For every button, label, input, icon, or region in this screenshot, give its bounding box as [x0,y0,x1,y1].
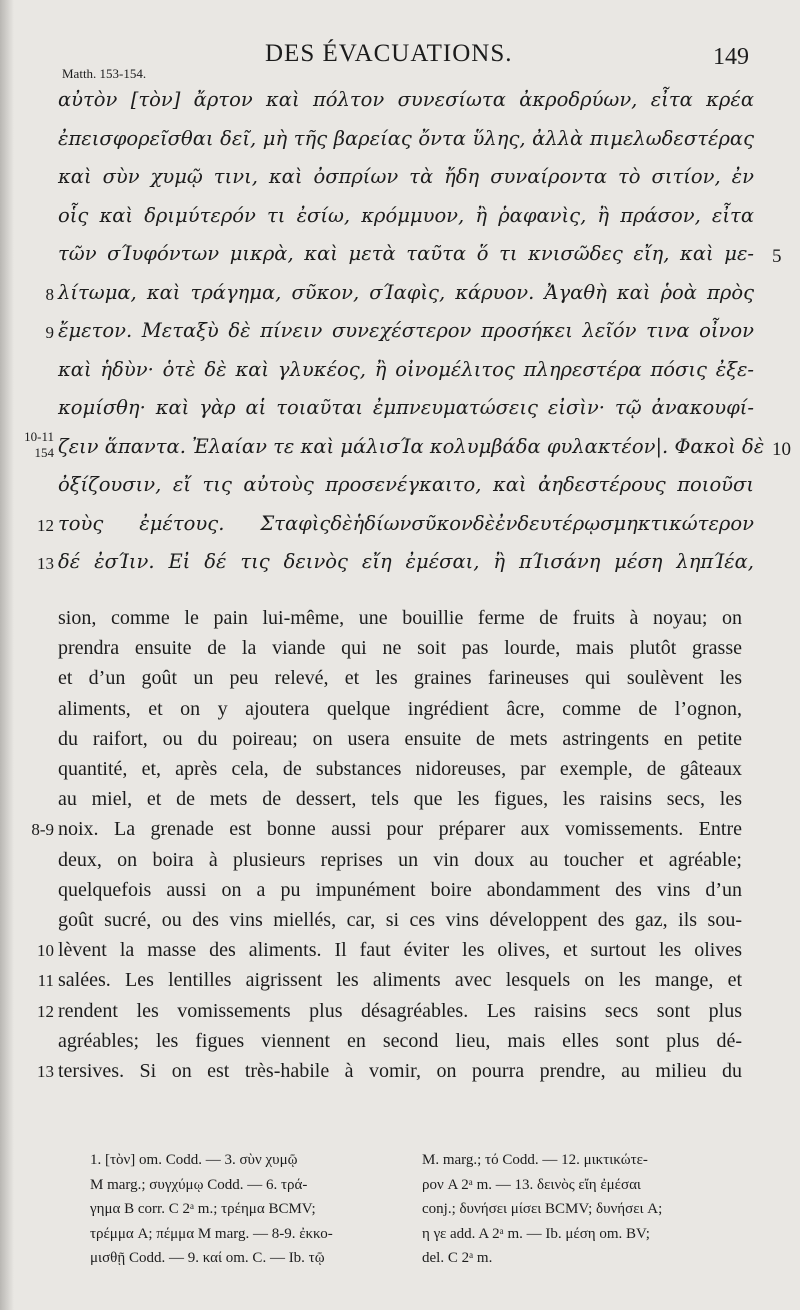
french-line: du raifort, ou du poireau; on usera ensuite de mets astringents en petite [58,727,742,750]
footnote-line: M marg.; συγχύμῳ Codd. — 6. τρά- [90,1176,308,1193]
greek-line: ὀξίζουσιν, εἴ τις αὐτοὺς προσενέγκαιτο, καὶ ἀηδεστέρους ποιοῦσι [58,473,754,496]
footnote-line: τρέμμα A; πέμμα M marg. — 8-9. ἐκκο- [90,1225,333,1242]
greek-line: τοὺς ἐμέτους. Σταφὶςδὲἡδίωνσῦκονδὲἐνδευτέρῳσμηκτικώτερον [58,511,754,535]
greek-line: οἷς καὶ δριμύτερόν τι ἐσίω, κρόμμυον, ἢ ῥαφανὶς, ἢ πράσον, εἶτα [58,203,754,227]
footnote-line: del. C 2ᵃ m. [422,1250,493,1266]
page-number: 149 [713,44,749,70]
line-number-left: 9 [45,323,54,342]
french-line: aliments, et on y ajoutera quelque ingrédient âcre, comme de l’ognon, [58,697,742,720]
line-number-right: 10 [772,438,791,460]
french-line: lèvent la masse des aliments. Il faut éviter les olives, et surtout les olives [58,939,742,962]
greek-line: τῶν σΊυφόντων μικρὰ, καὶ μετὰ ταῦτα ὅ τι κνισῶδες εἴη, καὶ με- [58,242,754,265]
footnote-line: γημα B corr. C 2ᵃ m.; τρέημα BCMV; [90,1201,316,1217]
french-line: rendent les vomissements plus désagréables. Les raisins secs sont plus [58,999,742,1022]
french-line: sion, comme le pain lui-même, une bouillie ferme de fruits à noyau; on [58,607,742,629]
french-line: noix. La grenade est bonne aussi pour préparer aux vomissements. Entre [58,818,742,841]
footnote-line: ρον A 2ᵃ m. — 13. δεινὸς εἴη ἐμέσαι [422,1176,641,1193]
french-line: salées. Les lentilles aigrissent les aliments avec lesquels on les mange, et [58,969,742,992]
french-line: agréables; les figues viennent en second lieu, mais elles sont plus dé- [58,1029,742,1052]
french-line: prendra ensuite de la viande qui ne soit pas lourde, mais plutôt grasse [58,637,742,660]
footnote-line: M. marg.; τό Codd. — 12. μικτικώτε- [422,1152,648,1168]
line-number-left: 8-9 [31,820,54,840]
greek-line: κομίσθη· καὶ γὰρ αἱ τοιαῦται ἐμπνευματώσεις εἰσὶν· τῷ ἀνακουφί- [58,396,754,419]
line-number-left: 10-11 154 [24,428,54,460]
greek-line: ἔμετον. Μεταξὺ δὲ πίνειν συνεχέστερον προσήκει λεῖόν τινα οἶνον [58,319,754,342]
french-line: deux, on boira à plusieurs reprises un vin doux au toucher et agréable; [58,848,742,871]
footnote-line: μισθῇ Codd. — 9. καί om. C. — Ib. τῷ [90,1250,325,1266]
greek-line: αὐτὸν [τὸν] ἄρτον καὶ πόλτον συνεσίωτα ἀκροδρύων, εἶτα κρέα [58,88,754,111]
french-line: au miel, et de mets de dessert, tels que les figues, les raisins secs, les [58,788,742,811]
french-line: quelquefois aussi on a pu impunément boire abondamment des vins d’un [58,878,742,901]
line-number-left: 12 [37,515,54,535]
greek-line: λίτωμα, καὶ τράγημα, σῦκον, σΊαφὶς, κάρυον. Ἀγαθὴ καὶ ῥοὰ πρὸς [58,280,754,304]
greek-line: καὶ ἡδὺν· ὁτὲ δὲ καὶ γλυκέος, ἢ οἰνομέλιτος πληρεστέρα πόσις ἐξε- [58,357,754,381]
greek-line: καὶ σὺν χυμῷ τινι, καὶ ὀσπρίων τὰ ἤδη συναίροντα τὸ σιτίον, ἐν [58,165,754,188]
page-gutter-shadow [0,0,14,1310]
line-number-left: 10 [37,941,54,961]
french-line: et d’un goût un peu relevé, et les graines farineuses qui soulèvent les [58,667,742,690]
running-header-title: DES ÉVACUATIONS. [265,40,513,67]
line-number-left: 12 [37,1001,54,1021]
line-number-left: 13 [37,554,54,573]
footnote-line: η γε add. A 2ᵃ m. — Ib. μέση om. BV; [422,1225,650,1242]
line-number-left: 8 [45,284,54,304]
french-line: goût sucré, ou des vins miellés, car, si ces vins développent des gaz, ils sou- [58,909,742,931]
line-number-left: 11 [37,971,54,991]
footnote-line: conj.; δυνήσει μίσει BCMV; δυνήσει A; [422,1201,663,1217]
manuscript-reference: Matth. 153-154. [62,66,147,81]
line-number-right: 5 [772,246,782,267]
greek-line: ζειν ἅπαντα. Ἐλαίαν τε καὶ μάλισΊα κολυμβάδα φυλακτέον|. Φακοὶ δὲ [58,434,765,458]
french-line: quantité, et, après cela, de substances nidoreuses, par exemple, de gâteaux [58,758,742,780]
greek-line: ἐπεισφορεῖσθαι δεῖ, μὴ τῆς βαρείας ὄντα ὕλης, ἀλλὰ πιμελωδεστέρας [58,126,754,150]
greek-line: δέ ἐσΊιν. Εἰ δέ τις δεινὸς εἴη ἐμέσαι, ἢ πΊισάνη μέση ληπΊέα, [58,550,754,573]
footnote-line: 1. [τὸν] om. Codd. — 3. σὺν χυμῷ [90,1152,298,1168]
french-line: tersives. Si on est très-habile à vomir, on pourra prendre, au milieu du [58,1060,742,1082]
line-number-left: 13 [37,1062,54,1081]
